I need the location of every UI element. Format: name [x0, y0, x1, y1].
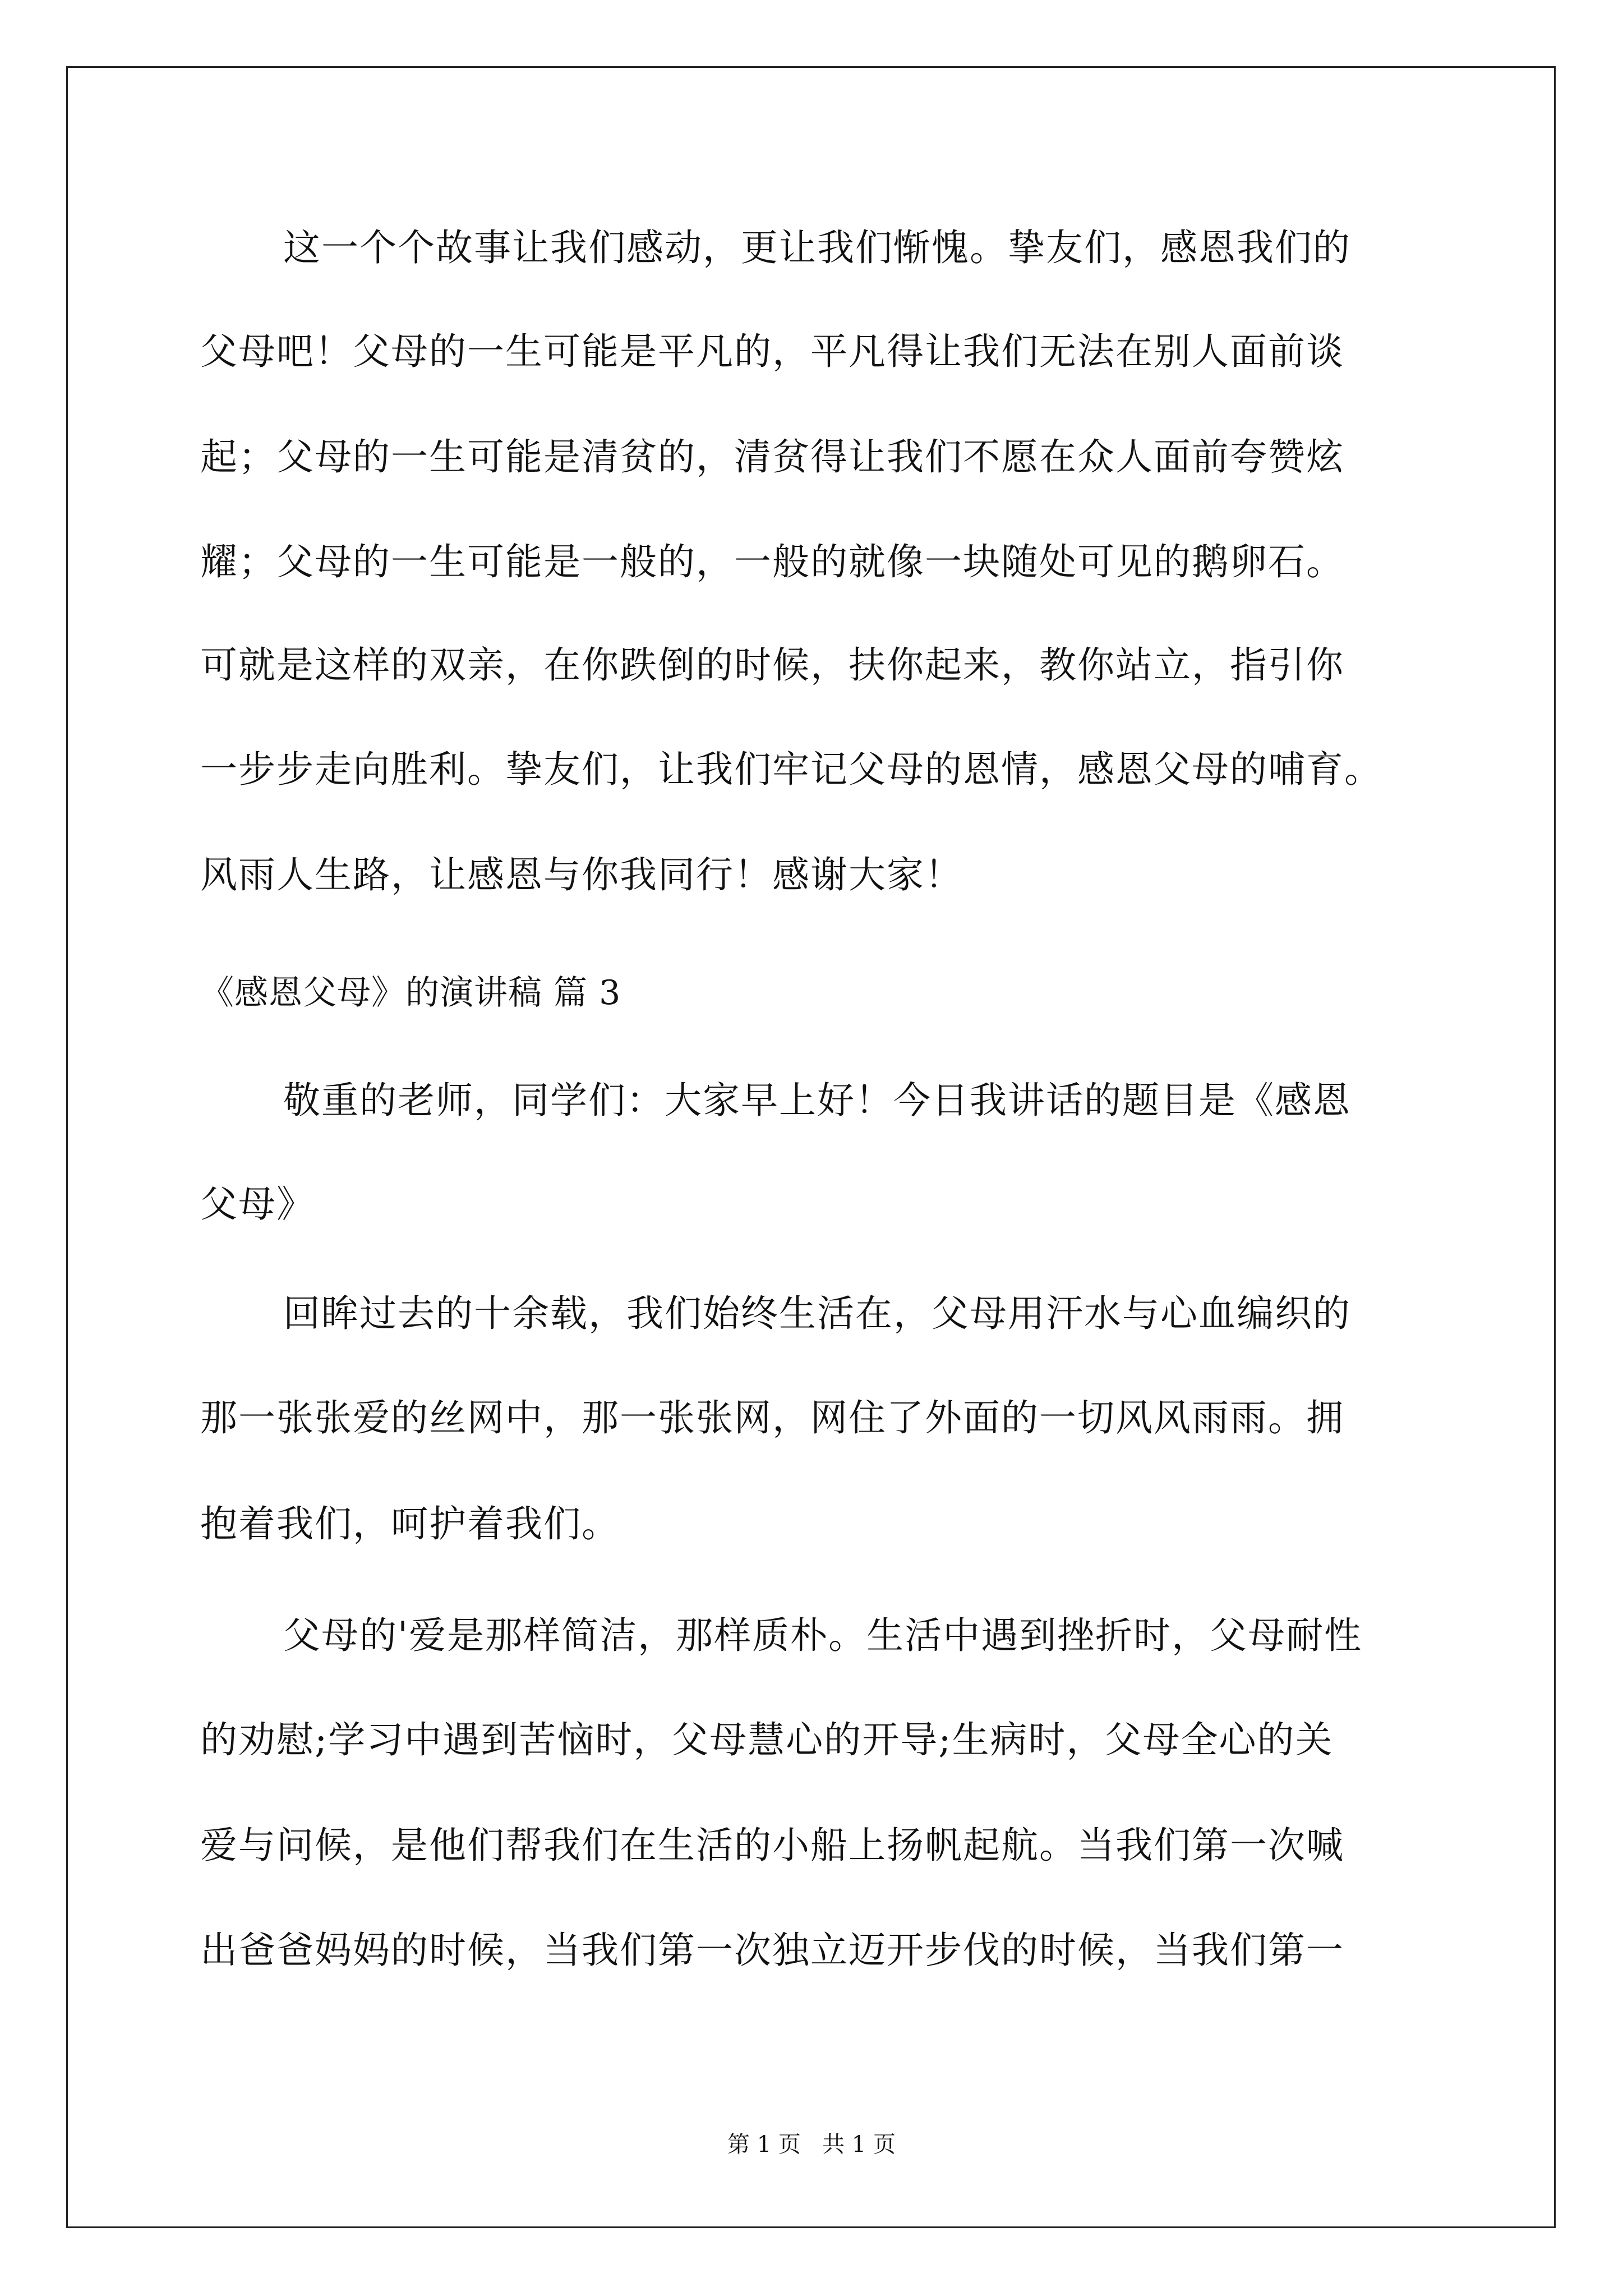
paragraph-1-line-1: 这一个个故事让我们感动，更让我们惭愧。挚友们，感恩我们的 — [283, 226, 1351, 269]
paragraph-1-line-6: 一步步走向胜利。挚友们，让我们牢记父母的恩情，感恩父母的哺育。 — [200, 748, 1382, 791]
page-border — [66, 66, 1556, 2228]
paragraph-3-line-1: 回眸过去的十余载，我们始终生活在，父母用汗水与心血编织的 — [283, 1292, 1351, 1335]
paragraph-4-line-2: 的劝慰;学习中遇到苦恼时，父母慧心的开导;生病时，父母全心的关 — [200, 1718, 1334, 1761]
paragraph-2-line-2: 父母》 — [200, 1182, 315, 1226]
paragraph-4-line-4: 出爸爸妈妈的时候，当我们第一次独立迈开步伐的时候，当我们第一 — [200, 1929, 1344, 1972]
paragraph-1-line-4: 耀；父母的一生可能是一般的，一般的就像一块随处可见的鹅卵石。 — [200, 540, 1344, 583]
paragraph-1-line-5: 可就是这样的双亲，在你跌倒的时候，扶你起来，教你站立，指引你 — [200, 643, 1344, 687]
paragraph-1-line-3: 起；父母的一生可能是清贫的，清贫得让我们不愿在众人面前夸赞炫 — [200, 435, 1344, 478]
paragraph-1-line-2: 父母吧！父母的一生可能是平凡的，平凡得让我们无法在别人面前谈 — [200, 330, 1344, 373]
paragraph-4-line-1: 父母的'爱是那样简洁，那样质朴。生活中遇到挫折时，父母耐性 — [283, 1614, 1363, 1657]
paragraph-3-line-3: 抱着我们，呵护着我们。 — [200, 1502, 620, 1545]
paragraph-2-line-1: 敬重的老师，同学们：大家早上好！今日我讲话的题目是《感恩 — [283, 1079, 1351, 1122]
paragraph-1-line-7: 风雨人生路，让感恩与你我同行！感谢大家！ — [200, 853, 963, 896]
page-footer: 第 1 页 共 1 页 — [727, 2132, 896, 2157]
section-heading: 《感恩父母》的演讲稿 篇 3 — [200, 973, 621, 1013]
paragraph-3-line-2: 那一张张爱的丝网中，那一张张网，网住了外面的一切风风雨雨。拥 — [200, 1396, 1344, 1439]
paragraph-4-line-3: 爱与问候，是他们帮我们在生活的小船上扬帆起航。当我们第一次喊 — [200, 1824, 1344, 1867]
